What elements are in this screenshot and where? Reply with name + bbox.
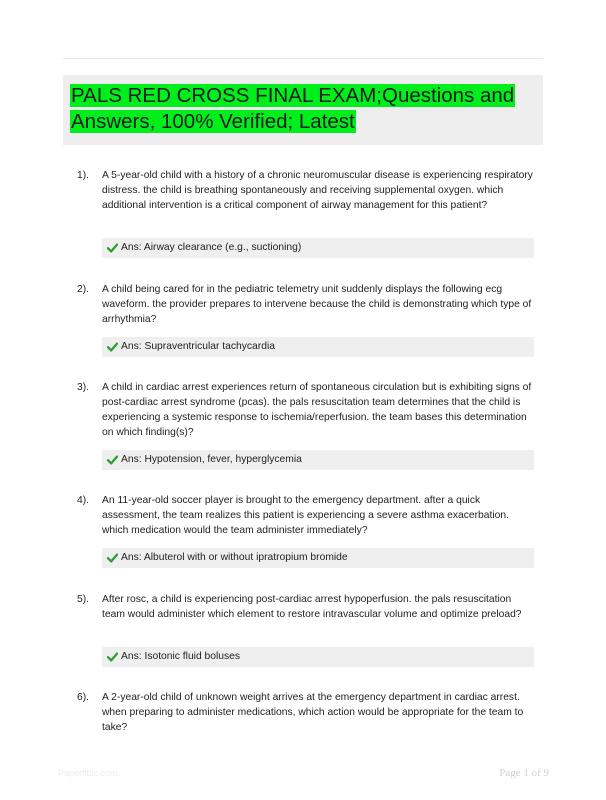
- check-icon: [107, 455, 118, 465]
- document-title: PALS RED CROSS FINAL EXAM;Questions and Answers, 100% Verified; Latest: [71, 84, 515, 133]
- answer-box: [102, 647, 534, 667]
- question-text: A child being cared for in the pediatric telemetry unit suddenly displays the following ecg waveform. the provider prepares to intervene because the child is demonstrating which type of arrhythmia?: [102, 284, 532, 325]
- question-number: 2).: [77, 284, 90, 295]
- answer-text: Ans: Airway clearance (e.g., suctioning): [121, 242, 302, 253]
- check-icon: [107, 652, 118, 662]
- answer-text: Ans: Isotonic fluid boluses: [121, 651, 241, 662]
- page-number: Page 1 of 9: [499, 767, 549, 779]
- answer-text: Ans: Hypotension, fever, hyperglycemia: [121, 454, 302, 465]
- question-text: After rosc, a child is experiencing post-cardiac arrest hypoperfusion. the pals resuscitation team would administer which element to restore intravascular volume and optimize preload?: [102, 594, 522, 620]
- answer-box: [102, 337, 534, 357]
- question-text: A child in cardiac arrest experiences return of spontaneous circulation but is exhibiting signs of post-cardiac arrest syndrome (pcas). the pals resuscitation team determines that the child is experiencing a systemic response to ischemia/reperfusion. the team bases this determination on which finding(s)?: [102, 382, 532, 438]
- question-number: 3).: [77, 382, 90, 393]
- question-number: 6).: [77, 692, 90, 703]
- answer-box: [102, 548, 534, 568]
- answer-box: [102, 450, 534, 470]
- footer-watermark: Paperfittic.com: [58, 768, 118, 778]
- title-banner: [63, 75, 543, 145]
- check-icon: [107, 342, 118, 352]
- check-icon: [107, 553, 118, 563]
- question-number: 5).: [77, 594, 90, 605]
- check-icon: [107, 243, 118, 253]
- top-divider: [63, 58, 543, 59]
- question-number: 1).: [77, 170, 90, 181]
- question-text: An 11-year-old soccer player is brought to the emergency department. after a quick assessment, the team realizes this patient is experiencing a severe asthma exacerbation. which medication would the team administer immediately?: [102, 495, 509, 536]
- answer-box: [102, 238, 534, 258]
- question-text: A 5-year-old child with a history of a chronic neuromuscular disease is experiencing respiratory distress. the child is breathing spontaneously and receiving supplemental oxygen. which additional intervention is a critical component of airway management for this patient?: [102, 170, 533, 211]
- question-number: 4).: [77, 495, 90, 506]
- answer-text: Ans: Albuterol with or without ipratropium bromide: [121, 552, 348, 563]
- answer-text: Ans: Supraventricular tachycardia: [121, 341, 275, 352]
- question-text: A 2-year-old child of unknown weight arrives at the emergency department in cardiac arrest. when preparing to administer medications, which action would be appropriate for the team to take?: [102, 692, 524, 733]
